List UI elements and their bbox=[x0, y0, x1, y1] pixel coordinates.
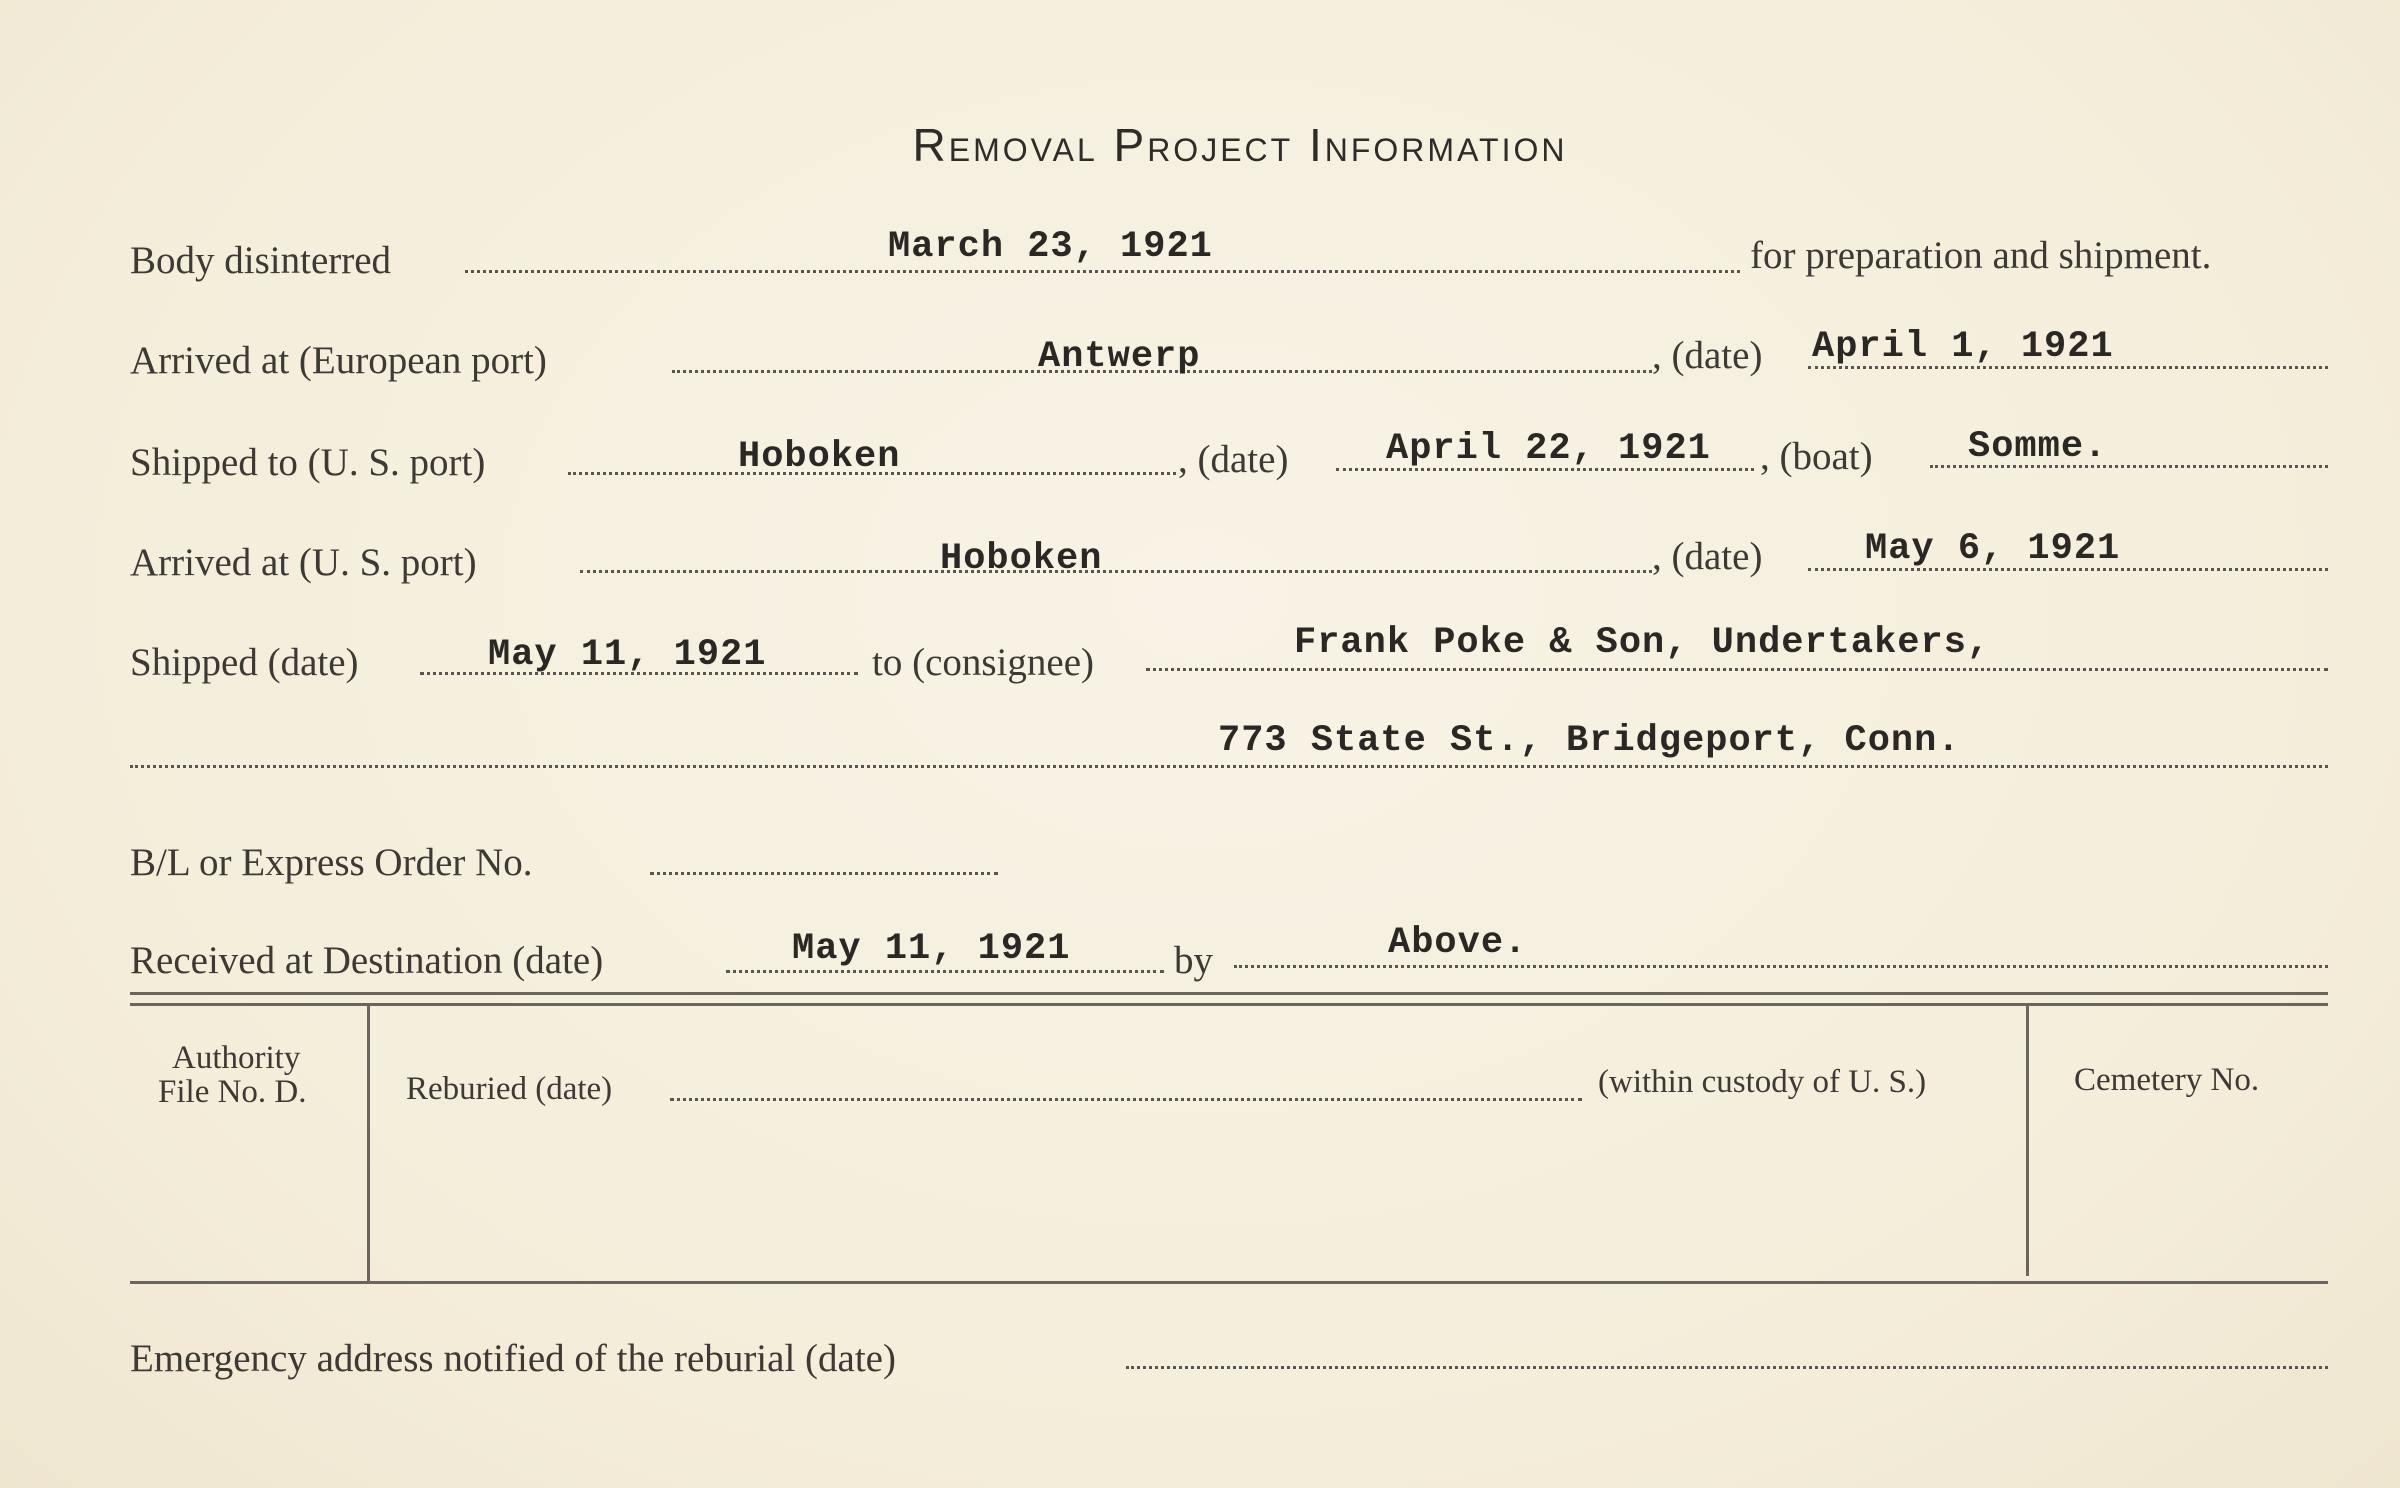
label-shipped-to-us-port: Shipped to (U. S. port) bbox=[130, 441, 486, 484]
emergency-date-line bbox=[1126, 1366, 2328, 1369]
value-received-by: Above. bbox=[1388, 922, 1528, 964]
label-shipped-to-date: , (date) bbox=[1178, 438, 1289, 481]
bl-express-order-line bbox=[650, 872, 998, 875]
value-shipped-to-port: Hoboken bbox=[738, 436, 901, 478]
value-shipped-date: May 11, 1921 bbox=[488, 634, 767, 676]
label-arrived-us-port: Arrived at (U. S. port) bbox=[130, 541, 477, 584]
label-consignee: to (consignee) bbox=[872, 641, 1095, 684]
consignee-line-1 bbox=[1146, 668, 2328, 671]
label-european-date: , (date) bbox=[1652, 334, 1763, 377]
label-emergency-address: Emergency address notified of the reburial (date) bbox=[130, 1337, 896, 1380]
box-divider-right bbox=[2026, 1006, 2029, 1276]
label-preparation-shipment: for preparation and shipment. bbox=[1750, 234, 2212, 277]
value-received-date: May 11, 1921 bbox=[792, 928, 1071, 970]
value-disinterred-date: March 23, 1921 bbox=[888, 226, 1213, 268]
label-boat: , (boat) bbox=[1760, 435, 1873, 478]
value-arrived-us-date: May 6, 1921 bbox=[1865, 528, 2121, 570]
value-consignee-line-2: 773 State St., Bridgeport, Conn. bbox=[1218, 720, 1961, 762]
label-bl-express-order: B/L or Express Order No. bbox=[130, 841, 533, 884]
reburied-date-line bbox=[670, 1098, 1582, 1101]
box-top-rule-1 bbox=[130, 992, 2328, 995]
value-shipped-to-date: April 22, 1921 bbox=[1386, 428, 1711, 470]
label-custody: (within custody of U. S.) bbox=[1598, 1064, 1927, 1100]
box-divider-left bbox=[367, 1006, 370, 1282]
received-date-line bbox=[726, 970, 1164, 973]
label-received-destination: Received at Destination (date) bbox=[130, 939, 604, 982]
value-arrived-us-port: Hoboken bbox=[940, 538, 1103, 580]
value-european-port: Antwerp bbox=[1038, 336, 1201, 378]
page-title: Removal Project Information bbox=[912, 119, 1568, 171]
received-by-line bbox=[1234, 965, 2328, 968]
label-body-disinterred: Body disinterred bbox=[130, 239, 392, 282]
label-received-by: by bbox=[1174, 939, 1213, 982]
label-cemetery-no: Cemetery No. bbox=[2074, 1062, 2260, 1098]
value-boat: Somme. bbox=[1968, 426, 2108, 468]
label-authority: Authority bbox=[172, 1040, 301, 1076]
label-arrived-us-date: , (date) bbox=[1652, 535, 1763, 578]
value-european-date: April 1, 1921 bbox=[1812, 326, 2114, 368]
label-reburied-date: Reburied (date) bbox=[406, 1071, 613, 1107]
label-shipped-date: Shipped (date) bbox=[130, 641, 359, 684]
box-top-rule-2 bbox=[130, 1003, 2328, 1006]
label-file-no: File No. D. bbox=[158, 1074, 307, 1110]
label-european-port: Arrived at (European port) bbox=[130, 339, 547, 382]
value-consignee-line-1: Frank Poke & Son, Undertakers, bbox=[1294, 622, 1991, 664]
arrived-us-port-line bbox=[580, 570, 1652, 573]
consignee-line-2 bbox=[130, 765, 2328, 768]
box-bottom-rule bbox=[130, 1281, 2328, 1284]
disinterred-line bbox=[465, 270, 1740, 273]
